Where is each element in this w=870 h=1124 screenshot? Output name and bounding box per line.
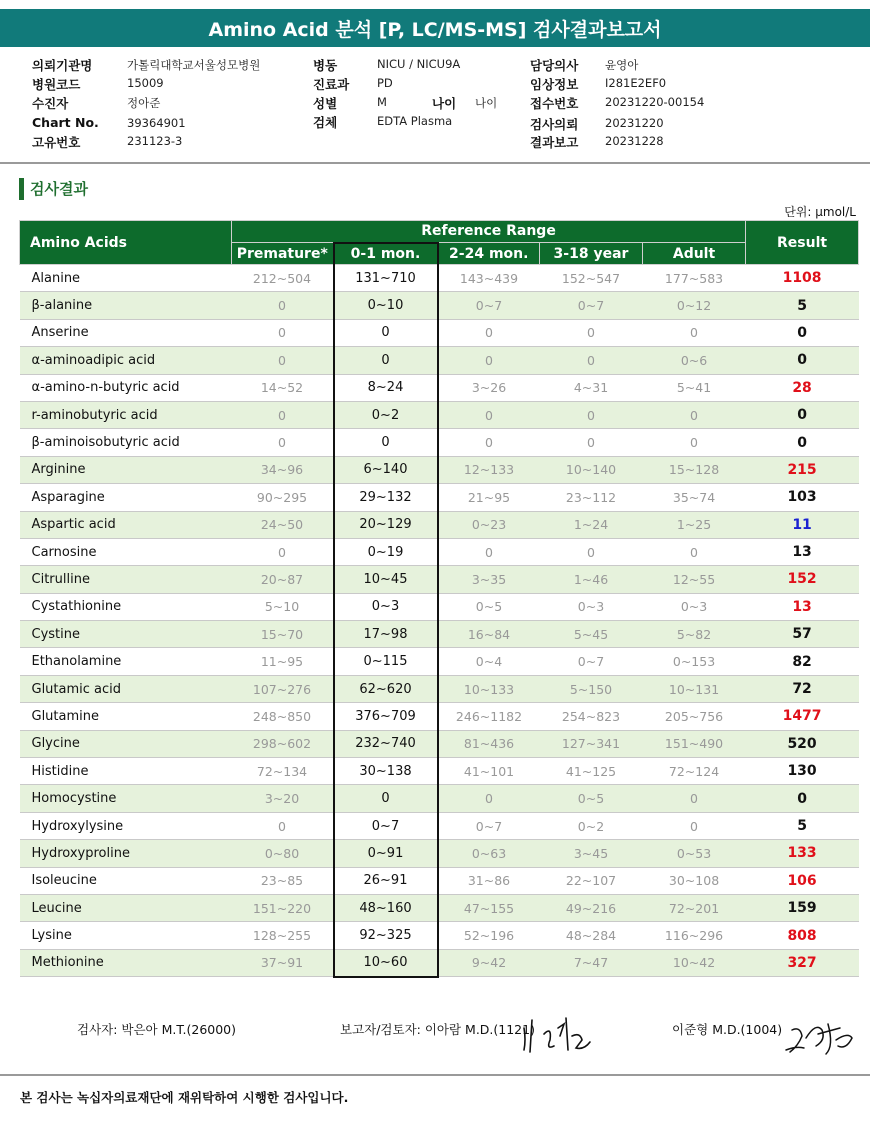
range-adult: 0 [643,401,746,428]
receipt-value: 20231220-00154 [605,95,705,109]
amino-acid-name: Cystine [20,621,232,648]
ward-value: NICU / NICU9A [377,57,461,71]
range-adult: 72~201 [643,894,746,921]
amino-acid-name: Hydroxylysine [20,812,232,839]
table-row [20,484,859,511]
amino-acid-name: Homocystine [20,785,232,812]
result-value: 13 [746,538,859,565]
range-3-18-year: 0 [540,401,643,428]
range-3-18-year: 0 [540,347,643,374]
range-2-24-mon: 0~5 [438,593,540,620]
results-body [20,265,859,977]
range-premature: 0 [232,401,334,428]
sex-value: M [377,95,387,109]
range-2-24-mon: 52~196 [438,922,540,949]
result-value: 28 [746,374,859,401]
table-row [20,840,859,867]
table-row [20,703,859,730]
range-adult: 5~82 [643,621,746,648]
range-2-24-mon: 41~101 [438,758,540,785]
ward-label: 병동 [313,58,338,73]
range-3-18-year: 0 [540,538,643,565]
range-adult: 30~108 [643,867,746,894]
range-3-18-year: 0 [540,319,643,346]
sex-label: 성별 [313,96,338,111]
range-adult: 0~153 [643,648,746,675]
amino-acid-name: Cystathionine [20,593,232,620]
tester-signature: 검사자: 박은아 M.T.(26000) [77,1022,237,1037]
range-0-1-mon: 92~325 [334,922,438,949]
signature-area [0,1010,870,1060]
range-premature: 90~295 [232,484,334,511]
request-label: 검사의뢰 [530,117,579,132]
range-adult: 5~41 [643,374,746,401]
request-value: 20231220 [605,116,664,130]
range-2-24-mon: 0~23 [438,511,540,538]
range-2-24-mon: 246~1182 [438,703,540,730]
result-value: 5 [746,292,859,319]
range-premature: 0 [232,319,334,346]
result-value: 1108 [746,265,859,292]
range-0-1-mon: 0 [334,785,438,812]
dept-label: 진료과 [313,77,350,92]
hospital-code-label: 병원코드 [32,77,81,92]
range-0-1-mon: 62~620 [334,675,438,702]
range-2-24-mon: 12~133 [438,456,540,483]
range-2-24-mon: 0~7 [438,812,540,839]
range-adult: 151~490 [643,730,746,757]
range-0-1-mon: 0~115 [334,648,438,675]
header-result: Result [746,221,859,265]
result-value: 103 [746,484,859,511]
range-premature: 24~50 [232,511,334,538]
range-premature: 0 [232,538,334,565]
range-2-24-mon: 0 [438,429,540,456]
amino-acid-name: Aspartic acid [20,511,232,538]
amino-acid-name: Hydroxyproline [20,840,232,867]
doctor2-text: 이준형 M.D.(1004) [672,1022,783,1037]
range-premature: 37~91 [232,949,334,976]
range-3-18-year: 10~140 [540,456,643,483]
table-row [20,621,859,648]
chart-no-value: 39364901 [127,116,186,130]
amino-acid-name: Leucine [20,894,232,921]
range-premature: 0 [232,812,334,839]
range-0-1-mon: 0~7 [334,812,438,839]
range-2-24-mon: 0~63 [438,840,540,867]
range-2-24-mon: 21~95 [438,484,540,511]
range-2-24-mon: 10~133 [438,675,540,702]
header-reference-range: Reference Range [232,221,746,243]
range-adult: 15~128 [643,456,746,483]
range-3-18-year: 152~547 [540,265,643,292]
result-value: 0 [746,429,859,456]
range-2-24-mon: 47~155 [438,894,540,921]
range-2-24-mon: 0~7 [438,292,540,319]
range-0-1-mon: 0 [334,429,438,456]
table-row [20,511,859,538]
table-row [20,730,859,757]
range-2-24-mon: 81~436 [438,730,540,757]
range-0-1-mon: 48~160 [334,894,438,921]
result-value: 808 [746,922,859,949]
chart-no-label: Chart No. [32,115,99,130]
range-adult: 0~3 [643,593,746,620]
result-value: 11 [746,511,859,538]
range-0-1-mon: 10~60 [334,949,438,976]
result-value: 13 [746,593,859,620]
range-3-18-year: 0~7 [540,648,643,675]
range-premature: 23~85 [232,867,334,894]
result-value: 0 [746,347,859,374]
amino-acid-name: Methionine [20,949,232,976]
dept-value: PD [377,76,393,90]
age-label: 나이 [432,96,457,111]
result-value: 0 [746,401,859,428]
unique-no-label: 고유번호 [32,135,81,150]
amino-acid-name: Anserine [20,319,232,346]
amino-acid-name: β-aminoisobutyric acid [20,429,232,456]
amino-acid-name: r-aminobutyric acid [20,401,232,428]
range-adult: 0~12 [643,292,746,319]
header-amino-acids: Amino Acids [20,221,232,265]
table-row [20,456,859,483]
age-value: 나이 [475,96,498,110]
range-0-1-mon: 0~19 [334,538,438,565]
table-row [20,785,859,812]
amino-acid-name: Histidine [20,758,232,785]
range-3-18-year: 48~284 [540,922,643,949]
amino-acid-name: β-alanine [20,292,232,319]
reporter-text: 보고자/검토자: 이아람 M.D.(1121) [340,1022,535,1037]
doctor-value: 윤영아 [605,58,639,72]
range-adult: 0 [643,538,746,565]
range-adult: 0 [643,319,746,346]
range-0-1-mon: 232~740 [334,730,438,757]
footer-note: 본 검사는 녹십자의료재단에 재위탁하여 시행한 검사입니다. [20,1090,349,1105]
table-row [20,758,859,785]
range-adult: 0 [643,785,746,812]
clinical-label: 임상정보 [530,77,579,92]
range-2-24-mon: 0 [438,538,540,565]
amino-acid-name: Lysine [20,922,232,949]
table-row [20,319,859,346]
range-0-1-mon: 0~91 [334,840,438,867]
amino-acid-name: Carnosine [20,538,232,565]
range-2-24-mon: 3~26 [438,374,540,401]
table-row [20,812,859,839]
range-3-18-year: 0~5 [540,785,643,812]
range-premature: 20~87 [232,566,334,593]
institution-value: 가톨릭대학교서울성모병원 [127,58,261,72]
report-date-label: 결과보고 [530,135,579,150]
hospital-code-value: 15009 [127,76,164,90]
result-value: 57 [746,621,859,648]
range-2-24-mon: 143~439 [438,265,540,292]
amino-acid-name: Asparagine [20,484,232,511]
result-value: 130 [746,758,859,785]
amino-acid-name: α-aminoadipic acid [20,347,232,374]
range-3-18-year: 4~31 [540,374,643,401]
table-row [20,593,859,620]
table-row [20,867,859,894]
range-premature: 128~255 [232,922,334,949]
range-adult: 72~124 [643,758,746,785]
range-3-18-year: 49~216 [540,894,643,921]
amino-acid-name: Citrulline [20,566,232,593]
receipt-label: 접수번호 [530,96,579,111]
result-value: 215 [746,456,859,483]
reporter-signature-mark [518,1010,598,1056]
amino-acid-name: Glycine [20,730,232,757]
report-title: Amino Acid 분석 [P, LC/MS-MS] 검사결과보고서 [0,9,870,47]
range-adult: 177~583 [643,265,746,292]
table-row [20,566,859,593]
range-0-1-mon: 29~132 [334,484,438,511]
range-premature: 0~80 [232,840,334,867]
range-premature: 0 [232,292,334,319]
table-row [20,347,859,374]
unit-label: 단위: μmol/L [784,205,856,219]
range-premature: 11~95 [232,648,334,675]
recipient-label: 수진자 [32,96,69,111]
doctor-label: 담당의사 [530,58,579,73]
amino-acid-name: Alanine [20,265,232,292]
patient-info-block [32,56,852,152]
range-premature: 248~850 [232,703,334,730]
amino-acid-name: Glutamine [20,703,232,730]
range-0-1-mon: 0~3 [334,593,438,620]
report-date-value: 20231228 [605,134,664,148]
range-premature: 0 [232,429,334,456]
range-3-18-year: 41~125 [540,758,643,785]
range-3-18-year: 22~107 [540,867,643,894]
range-2-24-mon: 0 [438,319,540,346]
range-adult: 35~74 [643,484,746,511]
range-2-24-mon: 0 [438,347,540,374]
table-row [20,401,859,428]
specimen-value: EDTA Plasma [377,114,453,128]
range-3-18-year: 23~112 [540,484,643,511]
range-premature: 14~52 [232,374,334,401]
range-adult: 10~131 [643,675,746,702]
table-row [20,429,859,456]
range-premature: 15~70 [232,621,334,648]
result-value: 72 [746,675,859,702]
result-value: 327 [746,949,859,976]
result-value: 159 [746,894,859,921]
result-value: 5 [746,812,859,839]
specimen-label: 검체 [313,115,338,130]
range-3-18-year: 0~2 [540,812,643,839]
table-row [20,265,859,292]
amino-acid-name: Ethanolamine [20,648,232,675]
range-premature: 34~96 [232,456,334,483]
result-value: 152 [746,566,859,593]
range-0-1-mon: 30~138 [334,758,438,785]
range-3-18-year: 0~3 [540,593,643,620]
range-0-1-mon: 131~710 [334,265,438,292]
range-0-1-mon: 0 [334,319,438,346]
result-value: 0 [746,319,859,346]
range-3-18-year: 7~47 [540,949,643,976]
range-0-1-mon: 26~91 [334,867,438,894]
header-premature: Premature* [232,243,334,265]
range-adult: 10~42 [643,949,746,976]
table-row [20,894,859,921]
range-0-1-mon: 17~98 [334,621,438,648]
unique-no-value: 231123-3 [127,134,183,148]
range-adult: 0 [643,429,746,456]
range-2-24-mon: 0 [438,401,540,428]
range-0-1-mon: 0 [334,347,438,374]
range-adult: 0 [643,812,746,839]
recipient-value: 정아준 [127,96,161,110]
range-0-1-mon: 0~2 [334,401,438,428]
doctor2-signature-mark [782,1016,858,1058]
range-0-1-mon: 376~709 [334,703,438,730]
table-row [20,538,859,565]
range-2-24-mon: 0~4 [438,648,540,675]
result-value: 133 [746,840,859,867]
range-2-24-mon: 31~86 [438,867,540,894]
amino-acid-name: α-amino-n-butyric acid [20,374,232,401]
range-premature: 3~20 [232,785,334,812]
result-value: 82 [746,648,859,675]
table-row [20,675,859,702]
range-2-24-mon: 0 [438,785,540,812]
result-value: 106 [746,867,859,894]
amino-acid-name: Arginine [20,456,232,483]
range-0-1-mon: 6~140 [334,456,438,483]
table-row [20,648,859,675]
range-0-1-mon: 10~45 [334,566,438,593]
range-2-24-mon: 3~35 [438,566,540,593]
range-adult: 12~55 [643,566,746,593]
range-0-1-mon: 8~24 [334,374,438,401]
range-adult: 205~756 [643,703,746,730]
table-row [20,922,859,949]
range-3-18-year: 127~341 [540,730,643,757]
amino-acid-name: Glutamic acid [20,675,232,702]
range-premature: 298~602 [232,730,334,757]
result-value: 0 [746,785,859,812]
range-premature: 107~276 [232,675,334,702]
result-value: 1477 [746,703,859,730]
range-premature: 5~10 [232,593,334,620]
clinical-value: I281E2EF0 [605,76,667,90]
range-adult: 1~25 [643,511,746,538]
section-title: 검사결과 [19,178,88,200]
range-premature: 72~134 [232,758,334,785]
footer-divider [0,1074,870,1076]
range-3-18-year: 5~150 [540,675,643,702]
range-2-24-mon: 9~42 [438,949,540,976]
range-0-1-mon: 20~129 [334,511,438,538]
table-row [20,374,859,401]
header-2-24-mon: 2-24 mon. [438,243,540,265]
range-adult: 0~53 [643,840,746,867]
range-3-18-year: 5~45 [540,621,643,648]
amino-acid-name: Isoleucine [20,867,232,894]
range-3-18-year: 254~823 [540,703,643,730]
table-row [20,949,859,976]
header-3-18-year: 3-18 year [540,243,643,265]
range-premature: 151~220 [232,894,334,921]
range-adult: 116~296 [643,922,746,949]
header-0-1-mon: 0-1 mon. [334,243,438,265]
range-3-18-year: 0~7 [540,292,643,319]
range-0-1-mon: 0~10 [334,292,438,319]
range-premature: 212~504 [232,265,334,292]
table-row [20,292,859,319]
header-divider [0,162,870,164]
results-table [19,220,859,978]
range-3-18-year: 1~46 [540,566,643,593]
range-3-18-year: 1~24 [540,511,643,538]
range-adult: 0~6 [643,347,746,374]
header-adult: Adult [643,243,746,265]
range-2-24-mon: 16~84 [438,621,540,648]
range-3-18-year: 3~45 [540,840,643,867]
range-3-18-year: 0 [540,429,643,456]
range-premature: 0 [232,347,334,374]
result-value: 520 [746,730,859,757]
institution-label: 의뢰기관명 [32,58,93,73]
